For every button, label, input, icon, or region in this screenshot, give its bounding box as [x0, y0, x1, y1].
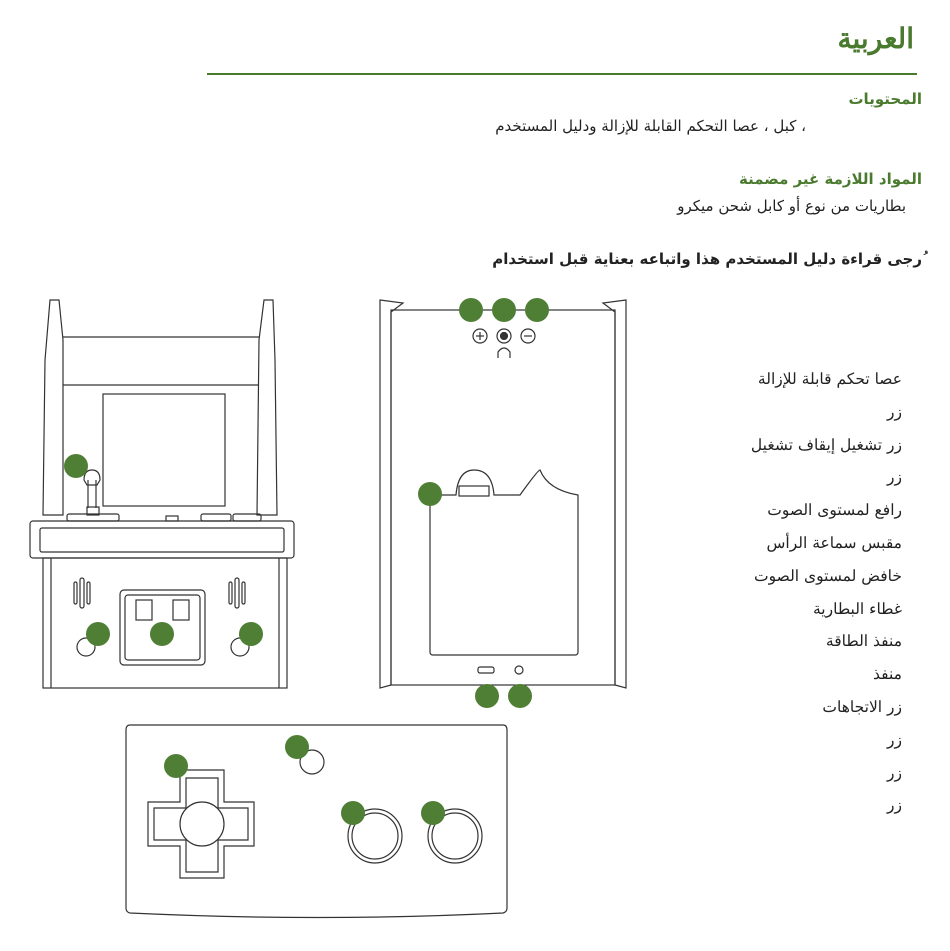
marker-1 [64, 454, 88, 478]
marker-10 [508, 684, 532, 708]
part-item: زر الاتجاهات [822, 697, 902, 716]
marker-5 [459, 298, 483, 322]
part-item: غطاء البطارية [812, 599, 902, 618]
marker-14 [421, 801, 445, 825]
part-item: منفذ الطاقة [825, 632, 902, 651]
required-materials-text: بطاريات من نوع أو كابل شحن ميكرو [677, 197, 906, 215]
part-item: رافع لمستوى الصوت [767, 501, 902, 520]
part-item: منفذ [873, 665, 902, 684]
part-item: عصا تحكم قابلة للإزالة [757, 370, 902, 388]
part-item: مقبس سماعة الرأس [766, 533, 902, 552]
marker-8 [418, 482, 442, 506]
marker-11 [164, 754, 188, 778]
part-item: زر [887, 796, 902, 815]
marker-6 [492, 298, 516, 322]
part-item: زر تشغيل إيقاف تشغيل [750, 435, 902, 454]
marker-12 [285, 735, 309, 759]
part-item: زر [887, 730, 902, 749]
part-item: زر [887, 468, 902, 487]
arcade-back-illustration [380, 300, 626, 688]
marker-7 [525, 298, 549, 322]
marker-3 [150, 622, 174, 646]
part-item: خافض لمستوى الصوت [754, 566, 902, 585]
marker-2 [86, 622, 110, 646]
contents-text: ، كبل ، عصا التحكم القابلة للإزالة ودليل المستخدم [495, 117, 806, 135]
part-item: زر [887, 763, 902, 782]
contents-heading: المحتويات [848, 90, 922, 108]
marker-4 [239, 622, 263, 646]
read-manual-note: ُرجى قراءة دليل المستخدم هذا واتباعه بعناية قبل استخدام [492, 250, 922, 268]
marker-9 [475, 684, 499, 708]
required-materials-heading: المواد اللازمة غير مضمنة [739, 170, 922, 188]
part-item: زر [887, 402, 902, 421]
page-title: العربية [837, 22, 914, 55]
marker-13 [341, 801, 365, 825]
callout-markers [64, 298, 549, 825]
controller-illustration [126, 725, 507, 918]
